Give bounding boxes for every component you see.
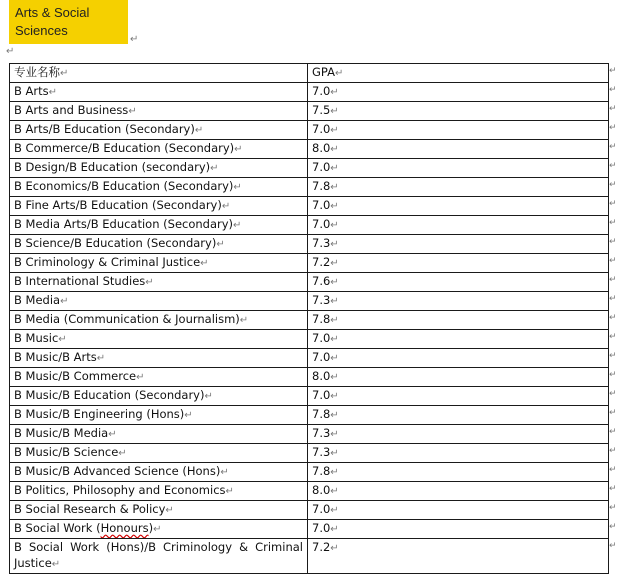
- table-row: [10, 406, 609, 425]
- cell-end-mark: ↵: [204, 391, 213, 402]
- gpa-cell: [308, 292, 609, 311]
- gpa-cell: [308, 197, 609, 216]
- table-row: [10, 197, 609, 216]
- cell-end-mark: ↵: [234, 144, 243, 155]
- gpa-cell-text: 7.8: [312, 179, 331, 193]
- cell-end-mark: ↵: [330, 391, 339, 402]
- table-row: [10, 121, 609, 140]
- gpa-cell-text: 7.8: [312, 312, 331, 326]
- row-end-mark: ↵: [609, 199, 617, 209]
- program-name-cell-text: B Media (Communication & Journalism): [14, 312, 240, 326]
- gpa-cell: [308, 235, 609, 254]
- gpa-cell-text: 7.8: [312, 407, 331, 421]
- row-end-mark: ↵: [609, 522, 617, 532]
- cell-end-mark: ↵: [194, 125, 204, 136]
- cell-end-mark: ↵: [136, 372, 145, 383]
- gpa-cell-text: 7.0: [312, 521, 331, 535]
- program-name-cell: [10, 273, 308, 292]
- program-name-cell: [10, 425, 308, 444]
- gpa-cell: [308, 311, 609, 330]
- cell-end-mark: ↵: [330, 353, 339, 364]
- program-name-cell: [10, 368, 308, 387]
- cell-end-mark: ↵: [330, 258, 339, 269]
- gpa-cell-text: 7.3: [312, 426, 331, 440]
- program-name-cell: [10, 387, 308, 406]
- row-end-mark: ↵: [609, 104, 617, 114]
- program-name-cell: [10, 159, 308, 178]
- cell-end-mark: ↵: [330, 467, 339, 478]
- row-end-mark: ↵: [609, 294, 617, 304]
- cell-end-mark: ↵: [330, 429, 339, 440]
- cell-end-mark: ↵: [239, 315, 249, 326]
- table-row: [10, 140, 609, 159]
- program-name-cell: [10, 482, 308, 501]
- row-end-mark: ↵: [609, 446, 617, 456]
- table-row: [10, 102, 609, 121]
- row-end-mark: ↵: [609, 465, 617, 475]
- gpa-cell: [308, 520, 609, 539]
- gpa-cell: [308, 121, 609, 140]
- program-name-cell-text: B Science/B Education (Secondary): [14, 236, 217, 250]
- cell-end-mark: ↵: [334, 68, 344, 79]
- gpa-cell: [308, 330, 609, 349]
- cell-end-mark: ↵: [200, 258, 209, 269]
- gpa-cell-text: 8.0: [312, 483, 331, 497]
- program-name-cell: [10, 216, 308, 235]
- cell-end-mark: ↵: [330, 524, 339, 535]
- section-heading: [15, 4, 127, 40]
- row-end-mark: ↵: [609, 313, 617, 323]
- table-row: [10, 520, 609, 539]
- row-end-mark: ↵: [609, 389, 617, 399]
- cell-end-mark: ↵: [330, 201, 339, 212]
- program-name-cell-text: B Criminology & Criminal Justice: [14, 255, 201, 269]
- gpa-cell: [308, 178, 609, 197]
- cell-end-mark: ↵: [225, 486, 234, 497]
- gpa-cell-text: 7.6: [312, 274, 331, 288]
- table-row: [10, 178, 609, 197]
- cell-end-mark: ↵: [58, 334, 67, 345]
- program-name-cell-text: B International Studies: [14, 274, 146, 288]
- program-name-cell-text: B Economics/B Education (Secondary): [14, 179, 234, 193]
- cell-end-mark: ↵: [233, 220, 242, 231]
- table-row: [10, 83, 609, 102]
- table-row: [10, 482, 609, 501]
- table-row: [10, 501, 609, 520]
- row-end-mark: ↵: [609, 351, 617, 361]
- row-end-mark: ↵: [609, 275, 617, 285]
- gpa-cell-text: 7.0: [312, 84, 331, 98]
- row-end-mark: ↵: [609, 123, 617, 133]
- cell-end-mark: ↵: [330, 410, 339, 421]
- cell-end-mark: ↵: [330, 543, 339, 554]
- gpa-cell: [308, 368, 609, 387]
- gpa-cell-text: 7.0: [312, 502, 331, 516]
- program-name-cell-text: B Commerce/B Education (Secondary): [14, 141, 235, 155]
- gpa-cell-text: 7.0: [312, 217, 331, 231]
- header-program-name-text: 专业名称: [14, 65, 60, 79]
- program-name-cell: [10, 539, 308, 574]
- row-end-mark: ↵: [609, 180, 617, 190]
- program-name-cell: [10, 140, 308, 159]
- cell-end-mark: ↵: [60, 68, 69, 79]
- cell-end-mark: ↵: [60, 296, 69, 307]
- program-name-cell-text: B Media: [14, 293, 61, 307]
- cell-end-mark: ↵: [220, 467, 229, 478]
- cell-end-mark: ↵: [330, 505, 339, 516]
- table-row: [10, 387, 609, 406]
- row-end-mark: ↵: [609, 218, 617, 228]
- cell-end-mark: ↵: [96, 353, 106, 364]
- cell-end-mark: ↵: [153, 524, 162, 535]
- program-name-cell: [10, 292, 308, 311]
- gpa-cell: [308, 83, 609, 102]
- gpa-cell-text: 7.3: [312, 293, 331, 307]
- cell-end-mark: ↵: [128, 106, 137, 117]
- row-end-mark: ↵: [609, 142, 617, 152]
- row-end-mark: ↵: [609, 503, 617, 513]
- row-end-mark: ↵: [609, 66, 617, 76]
- program-name-cell-text: B Design/B Education (secondary): [14, 160, 211, 174]
- gpa-cell-text: 7.5: [312, 103, 331, 117]
- table-row: [10, 254, 609, 273]
- program-name-cell-text: B Social Work (Honours): [14, 521, 154, 535]
- cell-end-mark: ↵: [108, 429, 117, 440]
- cell-end-mark: ↵: [330, 486, 339, 497]
- cell-end-mark: ↵: [330, 125, 339, 136]
- cell-end-mark: ↵: [330, 163, 339, 174]
- cell-end-mark: ↵: [216, 239, 225, 250]
- program-name-cell-text: B Media Arts/B Education (Secondary): [14, 217, 234, 231]
- cell-end-mark: ↵: [330, 239, 339, 250]
- gpa-cell: [308, 102, 609, 121]
- program-name-cell: [10, 463, 308, 482]
- table-row: [10, 444, 609, 463]
- table-row: [10, 539, 609, 574]
- paragraph-mark: ↵: [130, 34, 139, 45]
- row-end-mark: ↵: [609, 427, 617, 437]
- cell-end-mark: ↵: [145, 277, 154, 288]
- gpa-cell: [308, 463, 609, 482]
- gpa-cell-text: 7.2: [312, 540, 331, 554]
- program-name-cell: [10, 254, 308, 273]
- gpa-cell-text: 8.0: [312, 369, 331, 383]
- cell-end-mark: ↵: [48, 87, 58, 98]
- cell-end-mark: ↵: [210, 163, 219, 174]
- gpa-cell-text: 7.3: [312, 236, 331, 250]
- table-row: [10, 292, 609, 311]
- gpa-cell-text: 7.0: [312, 331, 331, 345]
- program-name-cell: [10, 178, 308, 197]
- program-name-cell: [10, 520, 308, 539]
- cell-end-mark: ↵: [330, 315, 339, 326]
- program-name-cell-text: B Music/B Arts: [14, 350, 97, 364]
- gpa-cell: [308, 254, 609, 273]
- program-name-cell-text: B Music/B Science: [14, 445, 119, 459]
- program-name-cell-text: B Arts and Business: [14, 103, 129, 117]
- table-header-row: [10, 64, 609, 83]
- gpa-cell: [308, 482, 609, 501]
- cell-end-mark: ↵: [330, 106, 339, 117]
- program-name-cell: [10, 501, 308, 520]
- section-heading-line-2: Sciences: [15, 23, 68, 38]
- cell-end-mark: ↵: [330, 296, 339, 307]
- program-name-cell-text: B Music/B Engineering (Hons): [14, 407, 185, 421]
- table-row: [10, 235, 609, 254]
- gpa-cell-text: 7.0: [312, 198, 331, 212]
- row-end-mark: ↵: [609, 237, 617, 247]
- gpa-cell: [308, 406, 609, 425]
- gpa-cell: [308, 387, 609, 406]
- program-name-cell-text: B Arts: [14, 84, 49, 98]
- gpa-cell-text: 8.0: [312, 141, 331, 155]
- program-name-cell-text: B Music/B Education (Secondary): [14, 388, 205, 402]
- program-name-cell: [10, 406, 308, 425]
- row-end-mark: ↵: [609, 161, 617, 171]
- row-end-mark: ↵: [609, 484, 617, 494]
- program-name-cell: [10, 83, 308, 102]
- header-gpa: [308, 64, 609, 83]
- gpa-table: [9, 63, 609, 574]
- header-program-name: [10, 64, 308, 83]
- table-row: [10, 159, 609, 178]
- cell-end-mark: ↵: [233, 182, 242, 193]
- table-row: [10, 349, 609, 368]
- program-name-cell-text: B Social Research & Policy: [14, 502, 166, 516]
- cell-end-mark: ↵: [330, 144, 339, 155]
- table-row: [10, 273, 609, 292]
- gpa-cell: [308, 159, 609, 178]
- program-name-cell-text: B Music: [14, 331, 59, 345]
- program-name-cell: [10, 330, 308, 349]
- table-row: [10, 311, 609, 330]
- table-row: [10, 368, 609, 387]
- row-end-mark: ↵: [609, 370, 617, 380]
- program-name-cell-text: B Fine Arts/B Education (Secondary): [14, 198, 222, 212]
- program-name-cell-text: B Politics, Philosophy and Economics: [14, 483, 226, 497]
- gpa-cell: [308, 425, 609, 444]
- cell-end-mark: ↵: [184, 410, 193, 421]
- row-end-mark: ↵: [609, 332, 617, 342]
- row-end-mark: ↵: [609, 85, 617, 95]
- gpa-cell: [308, 501, 609, 520]
- gpa-cell: [308, 273, 609, 292]
- section-heading-highlight: [9, 0, 128, 44]
- cell-end-mark: ↵: [330, 277, 339, 288]
- table-row: [10, 463, 609, 482]
- header-gpa-text: GPA: [312, 65, 335, 79]
- table-row: [10, 330, 609, 349]
- gpa-cell: [308, 539, 609, 574]
- cell-end-mark: ↵: [330, 87, 339, 98]
- cell-end-mark: ↵: [330, 182, 339, 193]
- gpa-cell-text: 7.0: [312, 388, 331, 402]
- program-name-cell: [10, 444, 308, 463]
- gpa-cell-text: 7.0: [312, 122, 331, 136]
- program-name-cell: [10, 311, 308, 330]
- row-end-mark: ↵: [609, 541, 617, 551]
- gpa-cell-text: 7.8: [312, 464, 331, 478]
- program-name-cell-text: B Music/B Media: [14, 426, 109, 440]
- program-name-cell: [10, 121, 308, 140]
- gpa-cell-text: 7.3: [312, 445, 331, 459]
- cell-end-mark: ↵: [330, 448, 339, 459]
- program-name-cell-text: B Social Work (Hons)/B Criminology & Criminal Justice: [14, 540, 303, 570]
- cell-end-mark: ↵: [330, 372, 339, 383]
- program-name-cell-text: B Arts/B Education (Secondary): [14, 122, 195, 136]
- program-name-cell-text: B Music/B Advanced Science (Hons): [14, 464, 221, 478]
- cell-end-mark: ↵: [221, 201, 231, 212]
- gpa-cell-text: 7.0: [312, 350, 331, 364]
- program-name-cell-text: B Music/B Commerce: [14, 369, 137, 383]
- cell-end-mark: ↵: [51, 559, 61, 570]
- gpa-cell-text: 7.0: [312, 160, 331, 174]
- program-name-cell: [10, 197, 308, 216]
- program-name-cell: [10, 235, 308, 254]
- paragraph-mark: ↵: [6, 46, 15, 57]
- gpa-cell: [308, 349, 609, 368]
- cell-end-mark: ↵: [118, 448, 127, 459]
- gpa-cell: [308, 216, 609, 235]
- cell-end-mark: ↵: [330, 334, 339, 345]
- gpa-cell-text: 7.2: [312, 255, 331, 269]
- table-row: [10, 216, 609, 235]
- section-heading-line-1: Arts & Social: [15, 5, 90, 20]
- row-end-mark: ↵: [609, 256, 617, 266]
- gpa-cell: [308, 140, 609, 159]
- cell-end-mark: ↵: [165, 505, 174, 516]
- table-row: [10, 425, 609, 444]
- gpa-cell: [308, 444, 609, 463]
- program-name-cell: [10, 349, 308, 368]
- cell-end-mark: ↵: [330, 220, 339, 231]
- row-end-mark: ↵: [609, 408, 617, 418]
- spellcheck-underline: Honours: [100, 521, 149, 535]
- program-name-cell: [10, 102, 308, 121]
